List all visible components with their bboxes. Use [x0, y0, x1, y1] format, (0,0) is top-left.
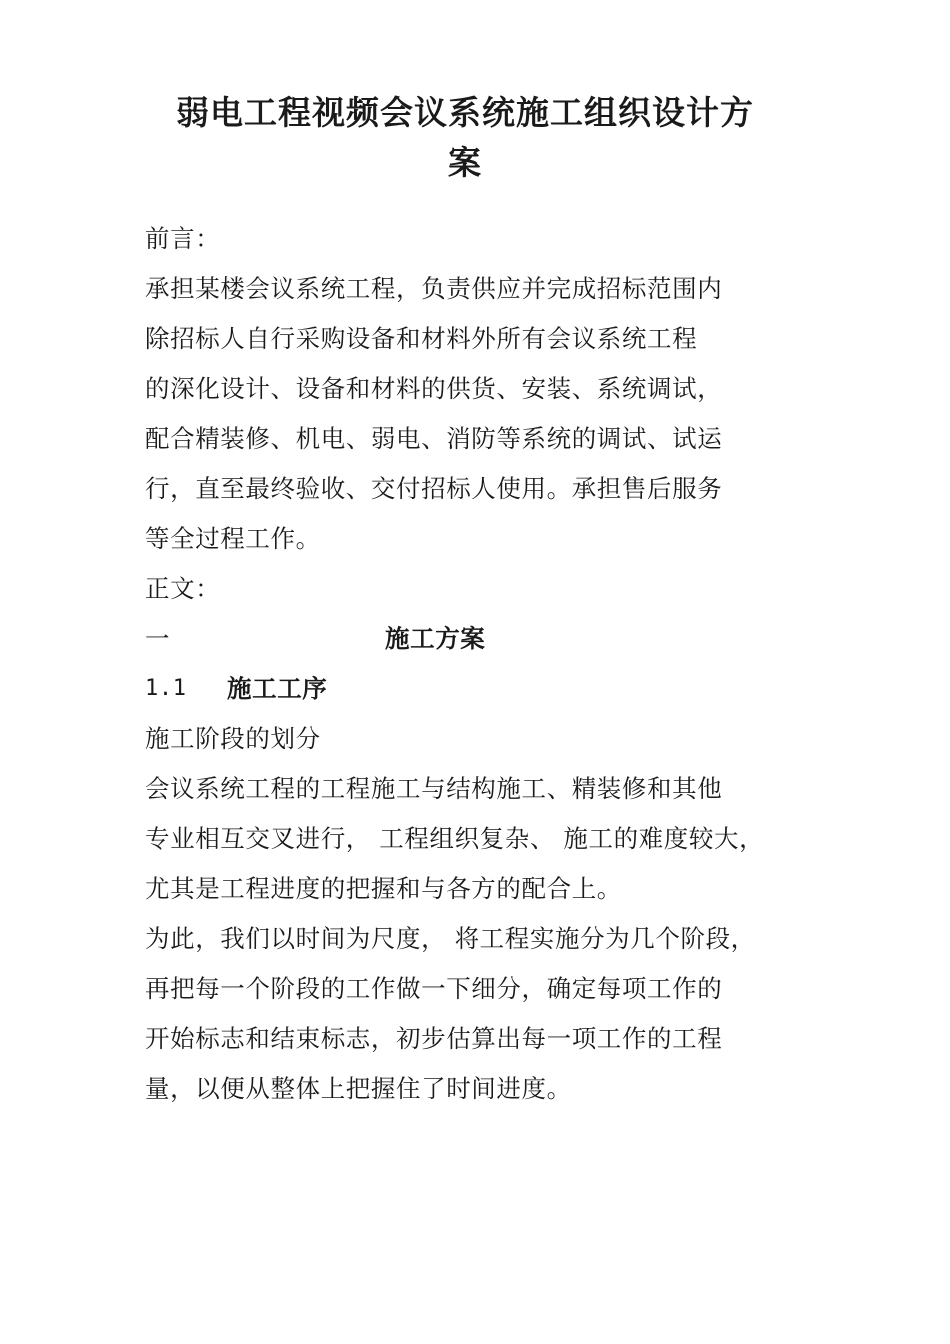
preface-label: 前言： [145, 224, 221, 253]
paragraph-line: 会议系统工程的工程施工与结构施工、精装修和其他 [145, 774, 723, 803]
paragraph-line: 量，以便从整体上把握住了时间进度。 [145, 1074, 572, 1103]
title-line-2: 案 [448, 143, 482, 182]
preface-line: 承担某楼会议系统工程，负责供应并完成招标范围内 [145, 274, 723, 303]
preface-line: 除招标人自行采购设备和材料外所有会议系统工程 [145, 324, 698, 353]
paragraph-line: 专业相互交叉进行， 工程组织复杂、 施工的难度较大， [145, 824, 765, 853]
paragraph-line: 为此，我们以时间为尺度， 将工程实施分为几个阶段， [145, 924, 756, 953]
paragraph-line: 再把每一个阶段的工作做一下细分，确定每项工作的 [145, 974, 723, 1003]
subheading: 施工阶段的划分 [145, 724, 321, 753]
document-body [145, 214, 805, 1114]
preface-line: 等全过程工作。 [145, 524, 321, 553]
paragraph-line: 开始标志和结束标志，初步估算出每一项工作的工程 [145, 1024, 723, 1053]
subsection-number: 1.1 [145, 676, 187, 701]
section-heading-1-1 [145, 664, 805, 714]
preface-line: 的深化设计、设备和材料的供货、安装、系统调试， [145, 374, 723, 403]
subsection-title: 施工工序 [227, 674, 328, 703]
section-heading-1 [145, 614, 805, 664]
section-number: 一 [145, 624, 171, 653]
main-text-label: 正文： [145, 574, 221, 603]
section-title: 施工方案 [385, 624, 486, 653]
paragraph-line: 尤其是工程进度的把握和与各方的配合上。 [145, 874, 622, 903]
preface-line: 行，直至最终验收、交付招标人使用。承担售后服务 [145, 474, 723, 503]
document-title [140, 88, 790, 188]
title-line-1: 弱电工程视频会议系统施工组织设计方 [176, 93, 754, 132]
preface-line: 配合精装修、机电、弱电、消防等系统的调试、试运 [145, 424, 723, 453]
